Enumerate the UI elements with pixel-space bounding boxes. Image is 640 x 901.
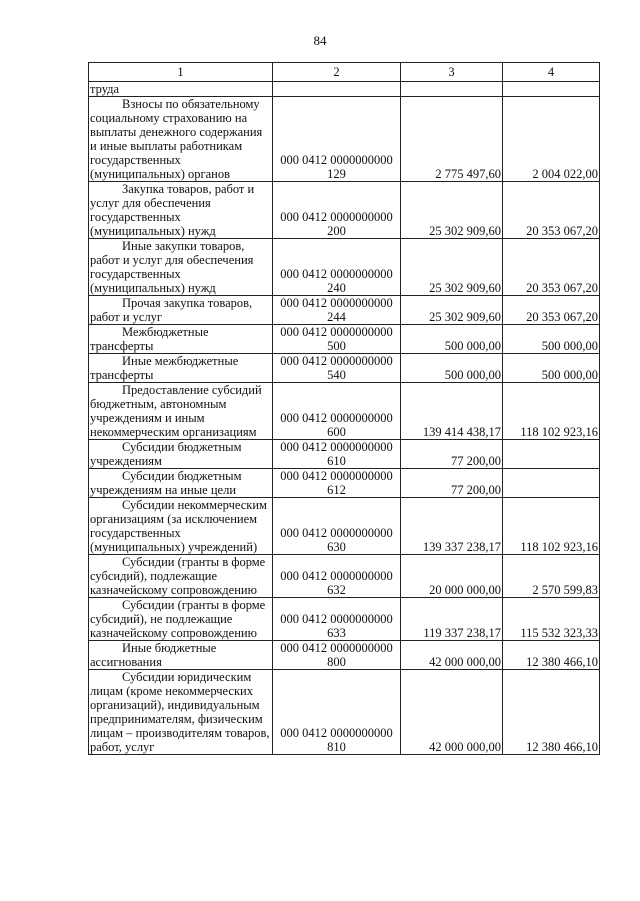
table-row — [89, 440, 600, 469]
row-name: Иные межбюджетные трансферты — [90, 354, 239, 382]
row-code: 000 0412 0000000000 200 — [273, 182, 401, 239]
row-name: Взносы по обязательному социальному страхованию на выплаты денежного содержания и иные выплаты работникам государственных (муниципальных) органов — [90, 97, 263, 181]
row-value-col3: 139 337 238,17 — [401, 498, 503, 555]
row-value-col4: 118 102 923,16 — [503, 383, 600, 440]
row-code: 000 0412 0000000000 612 — [273, 469, 401, 498]
row-value-col3 — [401, 82, 503, 97]
row-code: 000 0412 0000000000 633 — [273, 598, 401, 641]
table-row — [89, 469, 600, 498]
row-value-col4 — [503, 469, 600, 498]
row-name: Субсидии (гранты в форме субсидий), не подлежащие казначейскому сопровождению — [90, 598, 266, 640]
row-value-col3: 2 775 497,60 — [401, 97, 503, 182]
row-name: Межбюджетные трансферты — [90, 325, 209, 353]
row-value-col3: 500 000,00 — [401, 354, 503, 383]
row-value-col3: 25 302 909,60 — [401, 296, 503, 325]
row-code: 000 0412 0000000000 600 — [273, 383, 401, 440]
row-name-cell — [89, 469, 273, 498]
table-row — [89, 296, 600, 325]
table-row — [89, 383, 600, 440]
row-code: 000 0412 0000000000 632 — [273, 555, 401, 598]
row-value-col4: 20 353 067,20 — [503, 239, 600, 296]
table-body — [89, 82, 600, 755]
row-value-col4: 12 380 466,10 — [503, 641, 600, 670]
header-col-3: 3 — [401, 63, 503, 82]
table-row — [89, 82, 600, 97]
row-value-col4: 2 570 599,83 — [503, 555, 600, 598]
row-value-col3: 42 000 000,00 — [401, 670, 503, 755]
table-row — [89, 670, 600, 755]
row-value-col4: 500 000,00 — [503, 354, 600, 383]
row-name-cell — [89, 82, 273, 97]
row-value-col4: 500 000,00 — [503, 325, 600, 354]
table-row — [89, 598, 600, 641]
row-value-col3: 25 302 909,60 — [401, 182, 503, 239]
row-code: 000 0412 0000000000 500 — [273, 325, 401, 354]
row-value-col3: 77 200,00 — [401, 469, 503, 498]
table-row — [89, 555, 600, 598]
row-name-cell — [89, 383, 273, 440]
table-row — [89, 354, 600, 383]
row-name-cell — [89, 555, 273, 598]
row-name: Закупка товаров, работ и услуг для обеспечения государственных (муниципальных) нужд — [90, 182, 255, 238]
row-name: Иные бюджетные ассигнования — [90, 641, 217, 669]
row-name-cell — [89, 440, 273, 469]
row-code: 000 0412 0000000000 630 — [273, 498, 401, 555]
row-name: Прочая закупка товаров, работ и услуг — [90, 296, 253, 324]
row-name-cell — [89, 498, 273, 555]
row-value-col4: 115 532 323,33 — [503, 598, 600, 641]
row-name: Субсидии бюджетным учреждениям — [90, 440, 242, 468]
header-col-2: 2 — [273, 63, 401, 82]
row-code: 000 0412 0000000000 129 — [273, 97, 401, 182]
row-value-col4 — [503, 440, 600, 469]
row-code: 000 0412 0000000000 810 — [273, 670, 401, 755]
row-name-cell — [89, 325, 273, 354]
table-row — [89, 239, 600, 296]
row-value-col3: 42 000 000,00 — [401, 641, 503, 670]
row-code: 000 0412 0000000000 240 — [273, 239, 401, 296]
row-name: Субсидии некоммерческим организациям (за исключением государственных (муниципальных) учреждений) — [90, 498, 267, 554]
row-code: 000 0412 0000000000 800 — [273, 641, 401, 670]
table-row — [89, 498, 600, 555]
row-name-cell — [89, 296, 273, 325]
row-name: труда — [90, 82, 120, 96]
row-value-col4: 20 353 067,20 — [503, 182, 600, 239]
row-name-cell — [89, 670, 273, 755]
row-name-cell — [89, 182, 273, 239]
header-col-4: 4 — [503, 63, 600, 82]
row-value-col3: 20 000 000,00 — [401, 555, 503, 598]
header-row — [89, 63, 600, 82]
row-code — [273, 82, 401, 97]
table-row — [89, 182, 600, 239]
row-name-cell — [89, 97, 273, 182]
row-value-col3: 77 200,00 — [401, 440, 503, 469]
row-value-col3: 139 414 438,17 — [401, 383, 503, 440]
row-name: Субсидии бюджетным учреждениям на иные цели — [90, 469, 242, 497]
row-name-cell — [89, 354, 273, 383]
row-name-cell — [89, 641, 273, 670]
row-name: Предоставление субсидий бюджетным, автономным учреждениям и иным некоммерческим организациям — [90, 383, 262, 439]
row-name: Субсидии юридическим лицам (кроме некоммерческих организаций), индивидуальным предпринимателям, физическим лицам – производителям товаров, работ, услуг — [90, 670, 270, 754]
row-name: Иные закупки товаров, работ и услуг для обеспечения государственных (муниципальных) нужд — [90, 239, 254, 295]
row-value-col4: 118 102 923,16 — [503, 498, 600, 555]
table-row — [89, 97, 600, 182]
row-code: 000 0412 0000000000 610 — [273, 440, 401, 469]
page-number: 84 — [313, 33, 327, 48]
row-name-cell — [89, 239, 273, 296]
row-value-col4: 12 380 466,10 — [503, 670, 600, 755]
row-value-col3: 25 302 909,60 — [401, 239, 503, 296]
header-col-1: 1 — [89, 63, 273, 82]
row-value-col4: 2 004 022,00 — [503, 97, 600, 182]
budget-table — [88, 62, 600, 755]
row-value-col3: 500 000,00 — [401, 325, 503, 354]
row-name-cell — [89, 598, 273, 641]
row-value-col4: 20 353 067,20 — [503, 296, 600, 325]
row-code: 000 0412 0000000000 540 — [273, 354, 401, 383]
row-value-col3: 119 337 238,17 — [401, 598, 503, 641]
row-code: 000 0412 0000000000 244 — [273, 296, 401, 325]
row-value-col4 — [503, 82, 600, 97]
table-row — [89, 641, 600, 670]
row-name: Субсидии (гранты в форме субсидий), подлежащие казначейскому сопровождению — [90, 555, 266, 597]
table-row — [89, 325, 600, 354]
